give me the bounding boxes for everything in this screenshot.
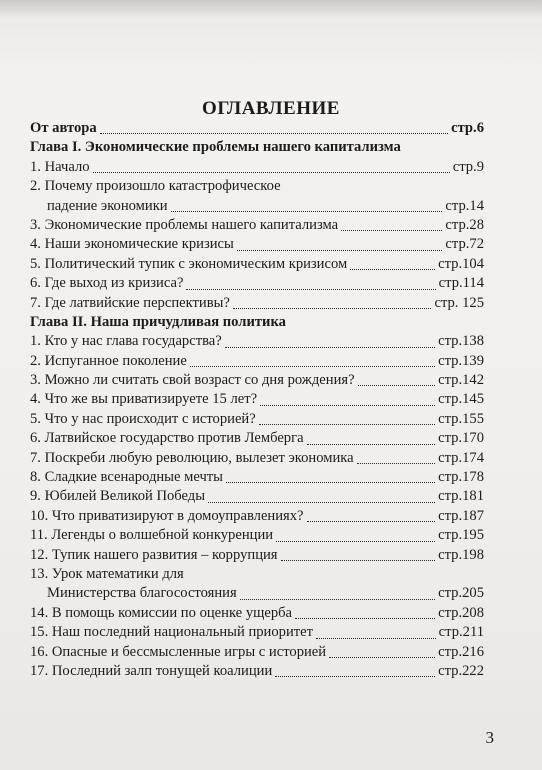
toc-entry-title: Министерства благосостояния	[47, 585, 237, 602]
page-top-shadow	[0, 0, 542, 18]
toc-entry-title: 7. Где латвийские перспективы?	[30, 294, 230, 311]
dot-leader	[329, 656, 435, 658]
dot-leader	[226, 481, 435, 483]
toc-entry	[30, 390, 484, 409]
toc-entry-page: стр.139	[438, 352, 484, 369]
dot-leader	[186, 288, 435, 290]
dot-leader	[341, 229, 442, 231]
dot-leader	[350, 268, 435, 270]
toc-entry-page: стр.142	[438, 372, 484, 389]
toc-entry-page: стр.195	[438, 527, 484, 544]
toc-entry-title: Глава II. Наша причудливая политика	[30, 313, 286, 330]
toc-entry	[30, 216, 484, 235]
toc-entry-title: Глава I. Экономические проблемы нашего капитализма	[30, 139, 401, 156]
toc-entry-page: стр.205	[438, 585, 484, 602]
toc-entry	[30, 332, 484, 351]
dot-leader	[260, 404, 435, 406]
toc-entry-title: падение экономики	[47, 197, 168, 214]
dot-leader	[233, 307, 432, 309]
page-title: ОГЛАВЛЕНИЕ	[202, 98, 340, 119]
toc-entry-page: стр. 125	[434, 294, 484, 311]
toc-entry-page: стр.211	[438, 624, 484, 641]
toc-entry-title: 5. Что у нас происходит с историей?	[30, 410, 256, 427]
toc-entry-title: От автора	[30, 119, 97, 136]
toc-entry-page: стр.174	[438, 449, 484, 466]
toc-entry-title: 4. Наши экономические кризисы	[30, 236, 234, 253]
dot-leader	[316, 637, 436, 639]
toc-entry-title: 14. В помощь комиссии по оценке ущерба	[30, 604, 293, 621]
toc-entry-title: 1. Кто у нас глава государства?	[30, 333, 222, 350]
dot-leader	[93, 171, 450, 173]
toc-entry-page: стр.198	[438, 546, 484, 563]
toc-entry-page: стр.138	[438, 333, 484, 350]
toc-entry-page: стр.72	[445, 236, 484, 253]
dot-leader	[237, 249, 443, 251]
dot-leader	[307, 443, 436, 445]
toc-entry-page: стр.145	[438, 391, 484, 408]
toc-entry-title: 5. Политический тупик с экономическим кризисом	[30, 255, 348, 272]
toc-entry	[30, 643, 484, 662]
toc-entry-title: 4. Что же вы приватизируете 15 лет?	[30, 391, 258, 408]
toc-entry	[30, 662, 484, 681]
toc-entry-title: 3. Экономические проблемы нашего капитализма	[30, 216, 339, 233]
toc-entry-title: 6. Латвийское государство против Лемберга	[30, 430, 304, 447]
page-number: 3	[485, 728, 494, 747]
toc-entry-page: стр.216	[438, 643, 484, 660]
toc-entry	[30, 565, 484, 584]
toc-entry	[30, 235, 484, 254]
toc-entry	[30, 119, 484, 138]
toc-entry	[30, 507, 484, 526]
dot-leader	[307, 520, 436, 522]
dot-leader	[281, 559, 436, 561]
dot-leader	[240, 598, 435, 600]
toc-entry	[30, 197, 484, 216]
toc-entry-title: 13. Урок математики для	[30, 565, 184, 582]
toc-entry-page: стр.155	[438, 410, 484, 427]
dot-leader	[171, 210, 443, 212]
toc-entry-page: стр.28	[445, 216, 484, 233]
toc-entry	[30, 429, 484, 448]
toc-entry	[30, 546, 484, 565]
toc-entry-title: 15. Наш последний национальный приоритет	[30, 624, 313, 641]
toc-entry-title: 12. Тупик нашего развития – коррупция	[30, 546, 278, 563]
toc-entry	[30, 294, 484, 313]
dot-leader	[225, 346, 435, 348]
toc-entry	[30, 526, 484, 545]
dot-leader	[208, 501, 435, 503]
dot-leader	[295, 617, 435, 619]
toc-entry-title: 11. Легенды о волшебной конкуренции	[30, 527, 274, 544]
toc-entry-title: 17. Последний залп тонущей коалиции	[30, 662, 273, 679]
toc-entry	[30, 604, 484, 623]
toc-entry-title: 7. Поскреби любую революцию, вылезет экономика	[30, 449, 354, 466]
toc-entry	[30, 274, 484, 293]
toc-entry-title: 2. Почему произошло катастрофическое	[30, 178, 281, 195]
toc-entry-page: стр.6	[451, 119, 484, 136]
dot-leader	[357, 462, 435, 464]
toc-entry	[30, 623, 484, 642]
toc-entry	[30, 449, 484, 468]
toc-chapter-heading	[30, 138, 484, 157]
toc-entry	[30, 371, 484, 390]
toc-entry-title: 16. Опасные и бессмысленные игры с историей	[30, 643, 327, 660]
toc-entry-title: 2. Испуганное поколение	[30, 352, 187, 369]
toc-entry-title: 1. Начало	[30, 158, 90, 175]
dot-leader	[100, 132, 448, 134]
toc-entry-page: стр.114	[438, 275, 484, 292]
dot-leader	[275, 675, 435, 677]
toc-entry-page: стр.208	[438, 604, 484, 621]
toc-entry-title: 6. Где выход из кризиса?	[30, 275, 184, 292]
toc-entry-page: стр.181	[438, 488, 484, 505]
toc-entry-title: 8. Сладкие всенародные мечты	[30, 469, 223, 486]
toc-entry-page: стр.170	[438, 430, 484, 447]
toc-entry-page: стр.14	[445, 197, 484, 214]
toc-chapter-heading	[30, 313, 484, 332]
toc-entry	[30, 410, 484, 429]
table-of-contents	[30, 119, 484, 681]
toc-entry-title: 10. Что приватизируют в домоуправлениях?	[30, 507, 304, 524]
toc-entry-page: стр.178	[438, 469, 484, 486]
toc-entry	[30, 352, 484, 371]
toc-entry-page: стр.104	[438, 255, 484, 272]
toc-entry-page: стр.222	[438, 662, 484, 679]
toc-entry-title: 3. Можно ли считать свой возраст со дня рождения?	[30, 372, 355, 389]
dot-leader	[358, 384, 436, 386]
dot-leader	[276, 540, 435, 542]
toc-entry	[30, 584, 484, 603]
toc-entry	[30, 468, 484, 487]
dot-leader	[259, 423, 435, 425]
dot-leader	[190, 365, 435, 367]
toc-entry-page: стр.187	[438, 507, 484, 524]
toc-entry	[30, 177, 484, 196]
toc-entry-title: 9. Юбилей Великой Победы	[30, 488, 206, 505]
toc-entry	[30, 255, 484, 274]
toc-entry	[30, 487, 484, 506]
toc-entry	[30, 158, 484, 177]
toc-entry-page: стр.9	[452, 158, 484, 175]
